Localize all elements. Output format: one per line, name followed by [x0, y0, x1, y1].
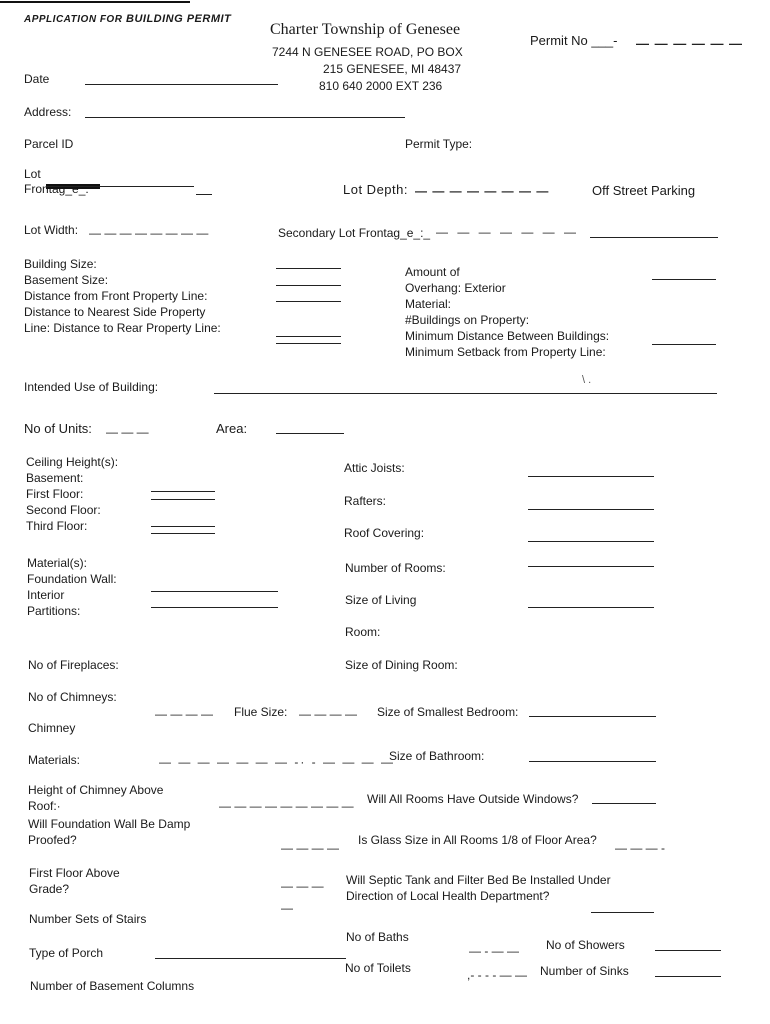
rafters-label: Rafters: — [344, 494, 387, 508]
township-address-line1: 7244 N GENESEE ROAD, PO BOX — [272, 45, 463, 59]
toilets-dashes[interactable]: ,- - - - — — — [467, 968, 527, 982]
grade-dash-2[interactable]: — — [281, 901, 293, 915]
chimney-dashes[interactable]: — — — — — [155, 707, 214, 721]
room-label: Room: — [345, 625, 381, 639]
side-distance-line[interactable] — [276, 336, 341, 337]
attic-joists-label: Attic Joists: — [344, 461, 405, 475]
size-smallest-bedroom-label: Size of Smallest Bedroom: — [377, 705, 519, 719]
flue-dashes[interactable]: — — — — — [299, 707, 358, 721]
township-phone: 810 640 2000 EXT 236 — [319, 79, 443, 93]
form-title-prefix: APPLICATION FOR — [24, 14, 123, 25]
area-label: Area: — [216, 421, 248, 436]
off-street-parking-label: Off Street Parking — [592, 183, 696, 198]
number-of-rooms-label: Number of Rooms: — [345, 561, 446, 575]
no-of-fireplaces-label: No of Fireplaces: — [28, 658, 119, 672]
size-of-bathroom-label: Size of Bathroom: — [389, 749, 485, 763]
outside-windows-label: Will All Rooms Have Outside Windows? — [367, 792, 579, 806]
baths-dashes[interactable]: — - — — — [469, 944, 519, 958]
glass-dashes[interactable]: — — — - — [615, 841, 665, 855]
attic-joists-line[interactable] — [528, 476, 654, 477]
glass-size-label: Is Glass Size in All Rooms 1/8 of Floor Area? — [358, 833, 597, 847]
size-of-dining-room-label: Size of Dining Room: — [345, 658, 458, 672]
form-title-emphasis: BUILDING PERMIT — [126, 13, 232, 25]
ceiling-heights-group: Ceiling Height(s): Basement: First Floor: Second Floor: Third Floor: — [26, 455, 119, 533]
grade-dashes[interactable]: — — — — [281, 879, 324, 893]
building-size-group: Building Size: Basement Size: Distance from Front Property Line: Distance to Nearest Side Property Line: Distance to Rear Property Line: — [24, 257, 221, 335]
lot-frontage-line[interactable] — [46, 186, 194, 187]
no-of-toilets-label: No of Toilets — [345, 961, 411, 975]
secondary-frontage-dashes[interactable]: — — — — — — — — [436, 225, 580, 239]
height-chimney-label: Height of Chimney Above Roof:· — [28, 783, 164, 813]
permit-no-dashes[interactable]: — — — — — — — [636, 36, 744, 51]
parcel-id-label: Parcel ID — [24, 137, 74, 151]
intended-use-mark: \ . — [582, 374, 592, 386]
min-distance-line[interactable] — [652, 344, 716, 345]
address-label: Address: — [24, 105, 72, 119]
no-of-baths-label: No of Baths — [346, 930, 409, 944]
septic-tank-label: Will Septic Tank and Filter Bed Be Installed Under Direction of Local Health Department? — [346, 873, 611, 903]
roof-covering-line[interactable] — [528, 541, 654, 542]
date-label: Date — [24, 72, 50, 86]
lot-depth-dashes[interactable]: — — — — — — — — — [415, 184, 550, 198]
interior-partitions-line[interactable] — [151, 607, 278, 608]
basement-height-line[interactable] — [151, 491, 215, 492]
rear-distance-line[interactable] — [276, 343, 341, 344]
permit-no-label: Permit No ___- — [530, 33, 618, 48]
number-of-rooms-line[interactable] — [528, 566, 654, 567]
front-distance-line[interactable] — [276, 301, 341, 302]
foundation-wall-line[interactable] — [151, 591, 278, 592]
amount-group: Amount of Overhang: Exterior Material: #Buildings on Property: Minimum Distance Between Buildings: Minimum Setback from Property Line: — [405, 265, 610, 359]
date-line[interactable] — [85, 84, 278, 85]
second-floor-height-line[interactable] — [151, 526, 215, 527]
basement-columns-label: Number of Basement Columns — [30, 979, 195, 993]
secondary-lot-frontage-label: Secondary Lot Frontag_e_:_ — [278, 226, 431, 240]
address-line[interactable] — [85, 117, 405, 118]
lot-depth-label: Lot Depth: — [343, 182, 408, 197]
no-of-chimneys-label: No of Chimneys: — [28, 690, 117, 704]
materials-group: Material(s): Foundation Wall: Interior Partitions: — [27, 556, 117, 618]
rafters-line[interactable] — [528, 509, 654, 510]
chimney-label: Chimney — [28, 721, 76, 735]
basement-size-line[interactable] — [276, 285, 341, 286]
township-name: Charter Township of Genesee — [270, 21, 461, 38]
top-rule — [0, 1, 190, 3]
secondary-frontage-line[interactable] — [590, 237, 718, 238]
area-line[interactable] — [276, 433, 344, 434]
no-of-showers-label: No of Showers — [546, 938, 625, 952]
damp-dashes[interactable]: — — — — — [281, 841, 340, 855]
height-chimney-dashes[interactable]: — — — — — — — — — — [219, 799, 354, 813]
septic-tank-line[interactable] — [591, 912, 654, 913]
third-floor-height-line[interactable] — [151, 533, 215, 534]
damp-proofed-label: Will Foundation Wall Be Damp Proofed? — [28, 817, 191, 847]
number-of-sinks-label: Number of Sinks — [540, 964, 629, 978]
form-title — [24, 12, 231, 27]
lot-frontage-label: Lot Frontag_e_: — [24, 167, 89, 196]
township-address-line2: 215 GENESEE, MI 48437 — [323, 62, 462, 76]
lot-width-label: Lot Width: — [24, 223, 79, 237]
overhang-line[interactable] — [652, 279, 716, 280]
permit-type-label: Permit Type: — [405, 137, 473, 151]
units-dashes[interactable]: — — — — [106, 425, 149, 439]
first-floor-height-line[interactable] — [151, 499, 215, 500]
flue-size-label: Flue Size: — [234, 705, 288, 719]
no-of-units-label: No of Units: — [24, 421, 92, 436]
intended-use-label: Intended Use of Building: — [24, 380, 159, 394]
size-of-living-line[interactable] — [528, 607, 654, 608]
type-of-porch-line[interactable] — [155, 958, 346, 959]
lot-frontage-line2[interactable] — [196, 194, 212, 195]
lot-width-dashes[interactable]: — — — — — — — — — [89, 226, 209, 240]
outside-windows-line[interactable] — [592, 803, 656, 804]
building-size-line[interactable] — [276, 268, 341, 269]
intended-use-line[interactable] — [214, 393, 717, 394]
size-of-living-label: Size of Living — [345, 593, 417, 607]
smallest-bedroom-line[interactable] — [529, 716, 656, 717]
number-of-sinks-line[interactable] — [655, 976, 721, 977]
no-of-showers-line[interactable] — [655, 950, 721, 951]
roof-covering-label: Roof Covering: — [344, 526, 425, 540]
first-floor-grade-label: First Floor Above Grade? — [29, 866, 120, 896]
type-of-porch-label: Type of Porch — [29, 946, 104, 960]
number-sets-stairs-label: Number Sets of Stairs — [29, 912, 147, 926]
materials-label: Materials: — [28, 753, 81, 767]
materials-dashes[interactable]: — — — — — — — -· - — — — — — [159, 755, 395, 769]
size-of-bathroom-line[interactable] — [529, 761, 656, 762]
